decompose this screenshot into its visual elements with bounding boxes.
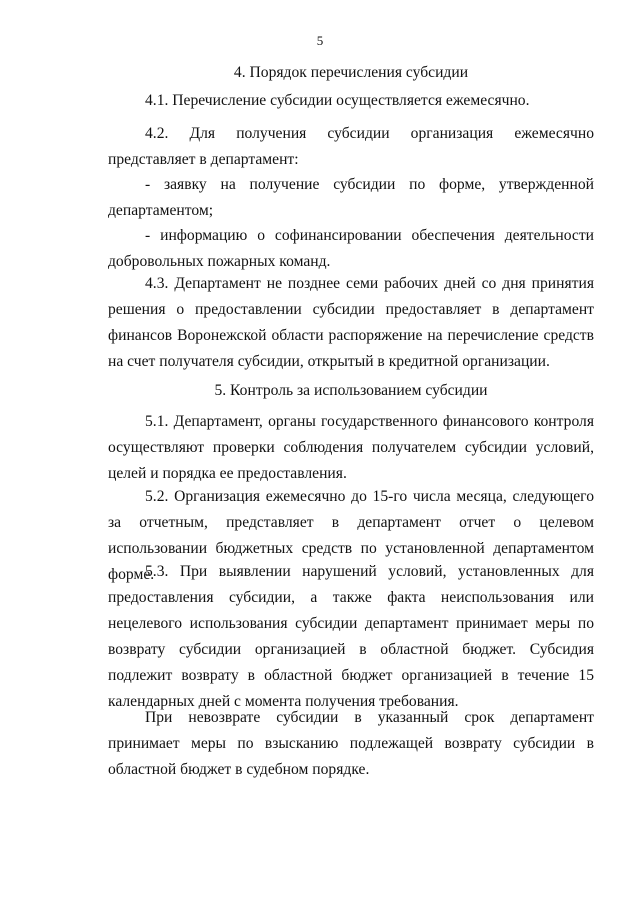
section-4 bbox=[108, 60, 594, 86]
paragraph-4-1: 4.1. Перечисление субсидии осуществляется ежемесячно. bbox=[145, 92, 530, 109]
paragraph-5-1: 5.1. Департамент, органы государственного финансового контроля осуществляют проверки соблюдения получателем субсидии условий, целей и порядка ее предоставления. bbox=[108, 413, 594, 482]
paragraph-final-block bbox=[108, 705, 594, 783]
paragraph-4-3-block bbox=[108, 271, 594, 375]
section-5-heading: 5. Контроль за использованием субсидии bbox=[214, 382, 488, 399]
paragraph-5-3-block bbox=[108, 559, 594, 715]
page-number: 5 bbox=[316, 33, 324, 48]
bullet-item-cofinancing: - информацию о софинансировании обеспечения деятельности добровольных пожарных команд. bbox=[108, 227, 594, 270]
section-4-heading: 4. Порядок перечисления субсидии bbox=[233, 64, 469, 81]
paragraph-4-2-block bbox=[108, 121, 594, 173]
paragraph-5-2: 5.2. Организация ежемесячно до 15-го числа месяца, следующего за отчетным, представляет в департамент отчет о целевом использовании бюджетных средств по установленной департаментом форме. bbox=[108, 488, 594, 583]
paragraph-5-1-block bbox=[108, 409, 594, 487]
section-5 bbox=[108, 378, 594, 404]
paragraph-4-2: 4.2. Для получения субсидии организация ежемесячно представляет в департамент: bbox=[108, 125, 594, 168]
paragraph-4-1-block bbox=[108, 88, 594, 114]
bullet-2-block bbox=[108, 223, 594, 275]
paragraph-5-3: 5.3. При выявлении нарушений условий, установленных для предоставления субсидии, а также факта неиспользования или нецелевого использования субсидии департамент принимает меры по возврату субсидии организацией в областной бюджет. Субсидия подлежит возврату в областной бюджет организацией в течение 15 календарных дней с момента получения требования. bbox=[108, 563, 594, 710]
paragraph-final: При невозврате субсидии в указанный срок департамент принимает меры по взысканию подлежащей возврату субсидии в областной бюджет в судебном порядке. bbox=[108, 709, 594, 778]
bullet-item-application: - заявку на получение субсидии по форме, утвержденной департаментом; bbox=[108, 176, 594, 219]
paragraph-4-3: 4.3. Департамент не позднее семи рабочих дней со дня принятия решения о предоставлении субсидии предоставляет в департамент финансов Воронежской области распоряжение на перечисление средств на счет получателя субсидии, открытый в кредитной организации. bbox=[108, 275, 594, 370]
bullet-1-block bbox=[108, 172, 594, 224]
